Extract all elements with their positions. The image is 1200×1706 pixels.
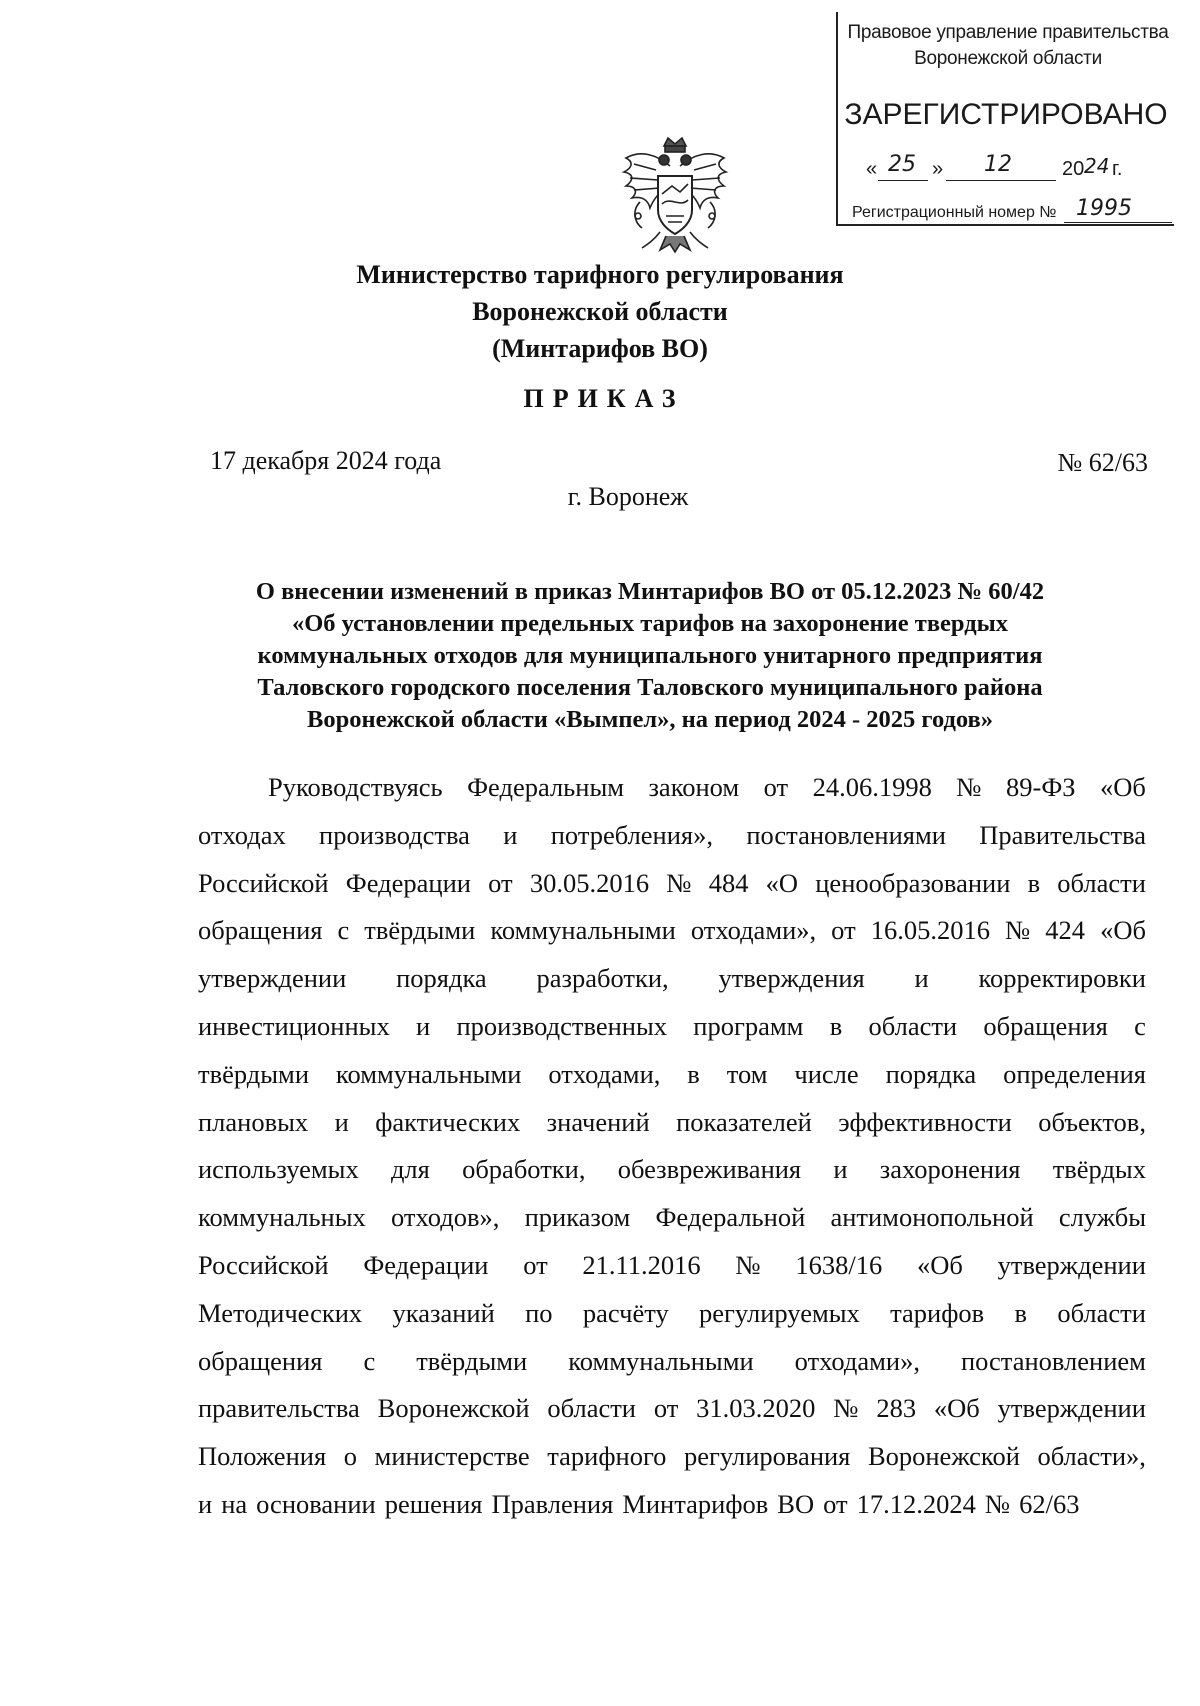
body-word: с [337, 915, 350, 946]
stamp-quote-close: » [932, 158, 944, 180]
body-word: Федеральным [467, 772, 625, 802]
order-number: № 62/63 [1057, 448, 1148, 477]
body-line [198, 1385, 1146, 1433]
body-word: от [763, 772, 789, 802]
body-word: коммунальными [568, 1345, 754, 1376]
body-word: показателей [676, 1106, 812, 1137]
body-word: твёрдыми [364, 915, 476, 946]
ministry-line-1: Министерство тарифного регулирования [356, 260, 844, 289]
body-word: потребления», [550, 819, 713, 850]
body-word: и [503, 819, 518, 850]
subject-line-3: коммунальных отходов для муниципального унитарного предприятия [257, 642, 1043, 669]
body-word: области [868, 1010, 958, 1041]
body-word: области [1057, 1297, 1146, 1328]
order-subject [140, 576, 1160, 736]
stamp-quote-open: « [866, 158, 878, 180]
order-date: 17 декабря 2024 года [210, 446, 442, 475]
body-word: Воронежской [867, 1441, 1020, 1472]
body-word: обращения [198, 1345, 323, 1376]
body-word: твёрдых [1052, 1154, 1146, 1185]
body-word: утверждении [997, 1249, 1146, 1280]
body-word: эффективности [838, 1106, 1012, 1137]
body-word: и [334, 1106, 349, 1137]
stamp-org-line-2: Воронежской области [914, 48, 1102, 69]
order-city: г. Воронеж [567, 482, 689, 511]
body-word: по [525, 1297, 553, 1328]
body-word: в [687, 1058, 700, 1089]
body-word: утверждении [198, 963, 347, 994]
body-word: Методических [198, 1297, 363, 1328]
stamp-org-line-1: Правовое управление правительства [847, 22, 1169, 43]
body-word: постановлением [960, 1345, 1146, 1376]
body-word: с [363, 1345, 376, 1376]
body-word: коммунальными [335, 1058, 522, 1089]
registration-stamp [836, 12, 1174, 226]
body-word: 16.05.2016 [870, 915, 990, 946]
body-word: на [221, 1488, 248, 1519]
body-word: твёрдыми [198, 1058, 309, 1089]
body-word: отходами», [690, 915, 817, 946]
body-word: службы [1058, 1202, 1146, 1233]
body-word: Минтарифов [622, 1488, 769, 1519]
body-word: Правления [491, 1488, 614, 1519]
body-word: № [956, 772, 982, 802]
body-word: значений [546, 1106, 650, 1137]
subject-line-1: О внесении изменений в приказ Минтарифов ВО от 05.12.2023 № 60/42 [255, 578, 1045, 605]
body-word: указаний [392, 1297, 495, 1328]
body-word: отходами», [794, 1345, 920, 1376]
body-word: № [833, 1393, 859, 1424]
body-word: от [523, 1249, 548, 1280]
body-word: и [833, 1154, 848, 1185]
body-word: области [1057, 867, 1146, 898]
body-word: ВО [777, 1488, 815, 1519]
body-line [198, 1481, 1146, 1529]
body-line [198, 1242, 1146, 1290]
stamp-month-line [946, 180, 1056, 181]
body-word: Федерации [345, 867, 471, 898]
body-line [198, 1194, 1146, 1242]
body-word: № [735, 1249, 761, 1280]
body-line [198, 1146, 1146, 1194]
body-paragraph [198, 764, 1146, 1529]
body-word: о [343, 1441, 357, 1472]
body-word: Положения [198, 1441, 327, 1472]
stamp-regno-value: 1995 [1076, 196, 1132, 221]
body-word: утверждения [718, 963, 865, 994]
body-word: отходов», [391, 1202, 500, 1233]
body-word: Воронежской [377, 1393, 530, 1424]
body-word: «О [765, 867, 799, 898]
body-word: № [1004, 915, 1031, 946]
body-word: 484 [708, 867, 749, 898]
body-word: утверждении [997, 1393, 1146, 1424]
body-word: Российской [198, 1249, 329, 1280]
body-word: плановых [198, 1106, 309, 1137]
subject-line-2: «Об установлении предельных тарифов на захоронение твердых [291, 610, 1008, 637]
body-word: ценообразовании [815, 867, 1011, 898]
body-word: корректировки [978, 963, 1146, 994]
body-word: обращения [983, 1010, 1108, 1041]
subject-line-4: Таловского городского поселения Таловского муниципального района [257, 674, 1043, 701]
body-word: и [198, 1488, 213, 1519]
body-word: фактических [375, 1106, 521, 1137]
body-line [198, 955, 1146, 1003]
body-line [198, 1338, 1146, 1386]
body-word: том [726, 1058, 768, 1089]
body-word: правительства [198, 1393, 360, 1424]
stamp-day: 25 [888, 152, 916, 177]
stamp-regno-line [1064, 222, 1172, 223]
body-word: объектов, [1038, 1106, 1146, 1137]
body-word: и [416, 1010, 431, 1041]
body-word: 89-ФЗ [1006, 772, 1076, 802]
body-word: 30.05.2016 [529, 867, 650, 898]
body-word: Федерации [363, 1249, 489, 1280]
ministry-name [0, 256, 1200, 367]
body-word: № [984, 1488, 1011, 1519]
body-line [198, 860, 1146, 908]
stamp-registered-label: ЗАРЕГИСТРИРОВАНО [844, 98, 1168, 131]
body-line [198, 1099, 1146, 1147]
ministry-line-2: Воронежской области [472, 297, 728, 326]
body-word: 62/63 [1019, 1488, 1080, 1519]
body-line [198, 1290, 1146, 1338]
body-word: 283 [876, 1393, 917, 1424]
body-word: № [666, 867, 692, 898]
body-word: приказом [524, 1202, 631, 1233]
body-line [198, 764, 1146, 812]
stamp-regno-label: Регистрационный номер № [852, 204, 1057, 221]
body-line [198, 907, 1146, 955]
subject-line-5: Воронежской области «Вымпел», на период 2024 - 2025 годов» [306, 706, 993, 733]
coat-of-arms-icon [620, 136, 730, 254]
body-word: Федеральной [655, 1202, 806, 1233]
body-line [198, 1051, 1146, 1099]
body-word: твёрдыми [416, 1345, 528, 1376]
body-word: постановлениями [746, 819, 946, 850]
body-line [198, 1433, 1146, 1481]
body-word: регулируемых [699, 1297, 860, 1328]
body-word: Правительства [979, 819, 1146, 850]
body-word: обработки, [462, 1154, 586, 1185]
stamp-organization [844, 20, 1172, 72]
stamp-year-prefix: 20 [1062, 158, 1085, 180]
body-word: порядка [396, 963, 487, 994]
stamp-date [866, 152, 1166, 186]
body-word: отходами, [548, 1058, 661, 1089]
body-word: определения [1003, 1058, 1146, 1089]
body-word: 21.11.2016 [582, 1249, 701, 1280]
body-word: «Об [933, 1393, 980, 1424]
body-word: обращения [198, 915, 323, 946]
body-word: от [831, 915, 856, 946]
body-word: 17.12.2024 [856, 1488, 976, 1519]
body-word: от [653, 1393, 679, 1424]
body-word: «Об [917, 1249, 963, 1280]
body-word: антимонопольной [830, 1202, 1034, 1233]
body-word: производственных [456, 1010, 667, 1041]
stamp-day-line [878, 180, 928, 181]
body-word: 424 [1045, 915, 1086, 946]
body-word: обезвреживания [617, 1154, 802, 1185]
body-word: 31.03.2020 [696, 1393, 816, 1424]
body-word: инвестиционных [198, 1010, 390, 1041]
body-word: коммунальных [198, 1202, 366, 1233]
body-word: используемых [198, 1154, 359, 1185]
body-word: Российской [198, 867, 329, 898]
ministry-line-3: (Минтарифов ВО) [492, 334, 708, 363]
body-word: и [914, 963, 929, 994]
body-word: производства [319, 819, 470, 850]
body-word: расчёту [582, 1297, 669, 1328]
body-word: с [1134, 1010, 1146, 1041]
body-word: Руководствуясь [268, 772, 443, 802]
body-line [198, 1003, 1146, 1051]
body-word: порядка [885, 1058, 977, 1089]
body-word: 24.06.1998 [812, 772, 932, 802]
body-word: «Об [1100, 915, 1146, 946]
body-word: тарифного [547, 1441, 667, 1472]
body-word: министерстве [374, 1441, 530, 1472]
body-word: в [1014, 1297, 1027, 1328]
body-word: в [829, 1010, 843, 1041]
stamp-year-suffix: г. [1112, 158, 1123, 180]
body-word: законом [648, 772, 740, 802]
body-word: от [823, 1488, 848, 1519]
body-line [198, 812, 1146, 860]
body-word: области», [1037, 1441, 1146, 1472]
body-word: основании [256, 1488, 376, 1519]
body-word: коммунальными [490, 915, 676, 946]
body-word: в [1027, 867, 1041, 898]
body-word: захоронения [879, 1154, 1021, 1185]
body-word: числе [794, 1058, 859, 1089]
body-word: решения [384, 1488, 483, 1519]
body-word: для [390, 1154, 430, 1185]
body-word: 1638/16 [795, 1249, 883, 1280]
body-word: области [547, 1393, 636, 1424]
body-word: разработки, [536, 963, 669, 994]
body-word: регулирования [684, 1441, 851, 1472]
body-word: «Об [1100, 772, 1146, 802]
order-title: ПРИКАЗ [523, 384, 685, 413]
body-word: от [488, 867, 513, 898]
body-word: отходах [198, 819, 286, 850]
stamp-year-handwritten: 24 [1084, 154, 1110, 178]
stamp-month: 12 [984, 152, 1012, 177]
body-word: тарифов [890, 1297, 985, 1328]
body-word: программ [693, 1010, 804, 1041]
stamp-registration-number [852, 198, 1172, 228]
